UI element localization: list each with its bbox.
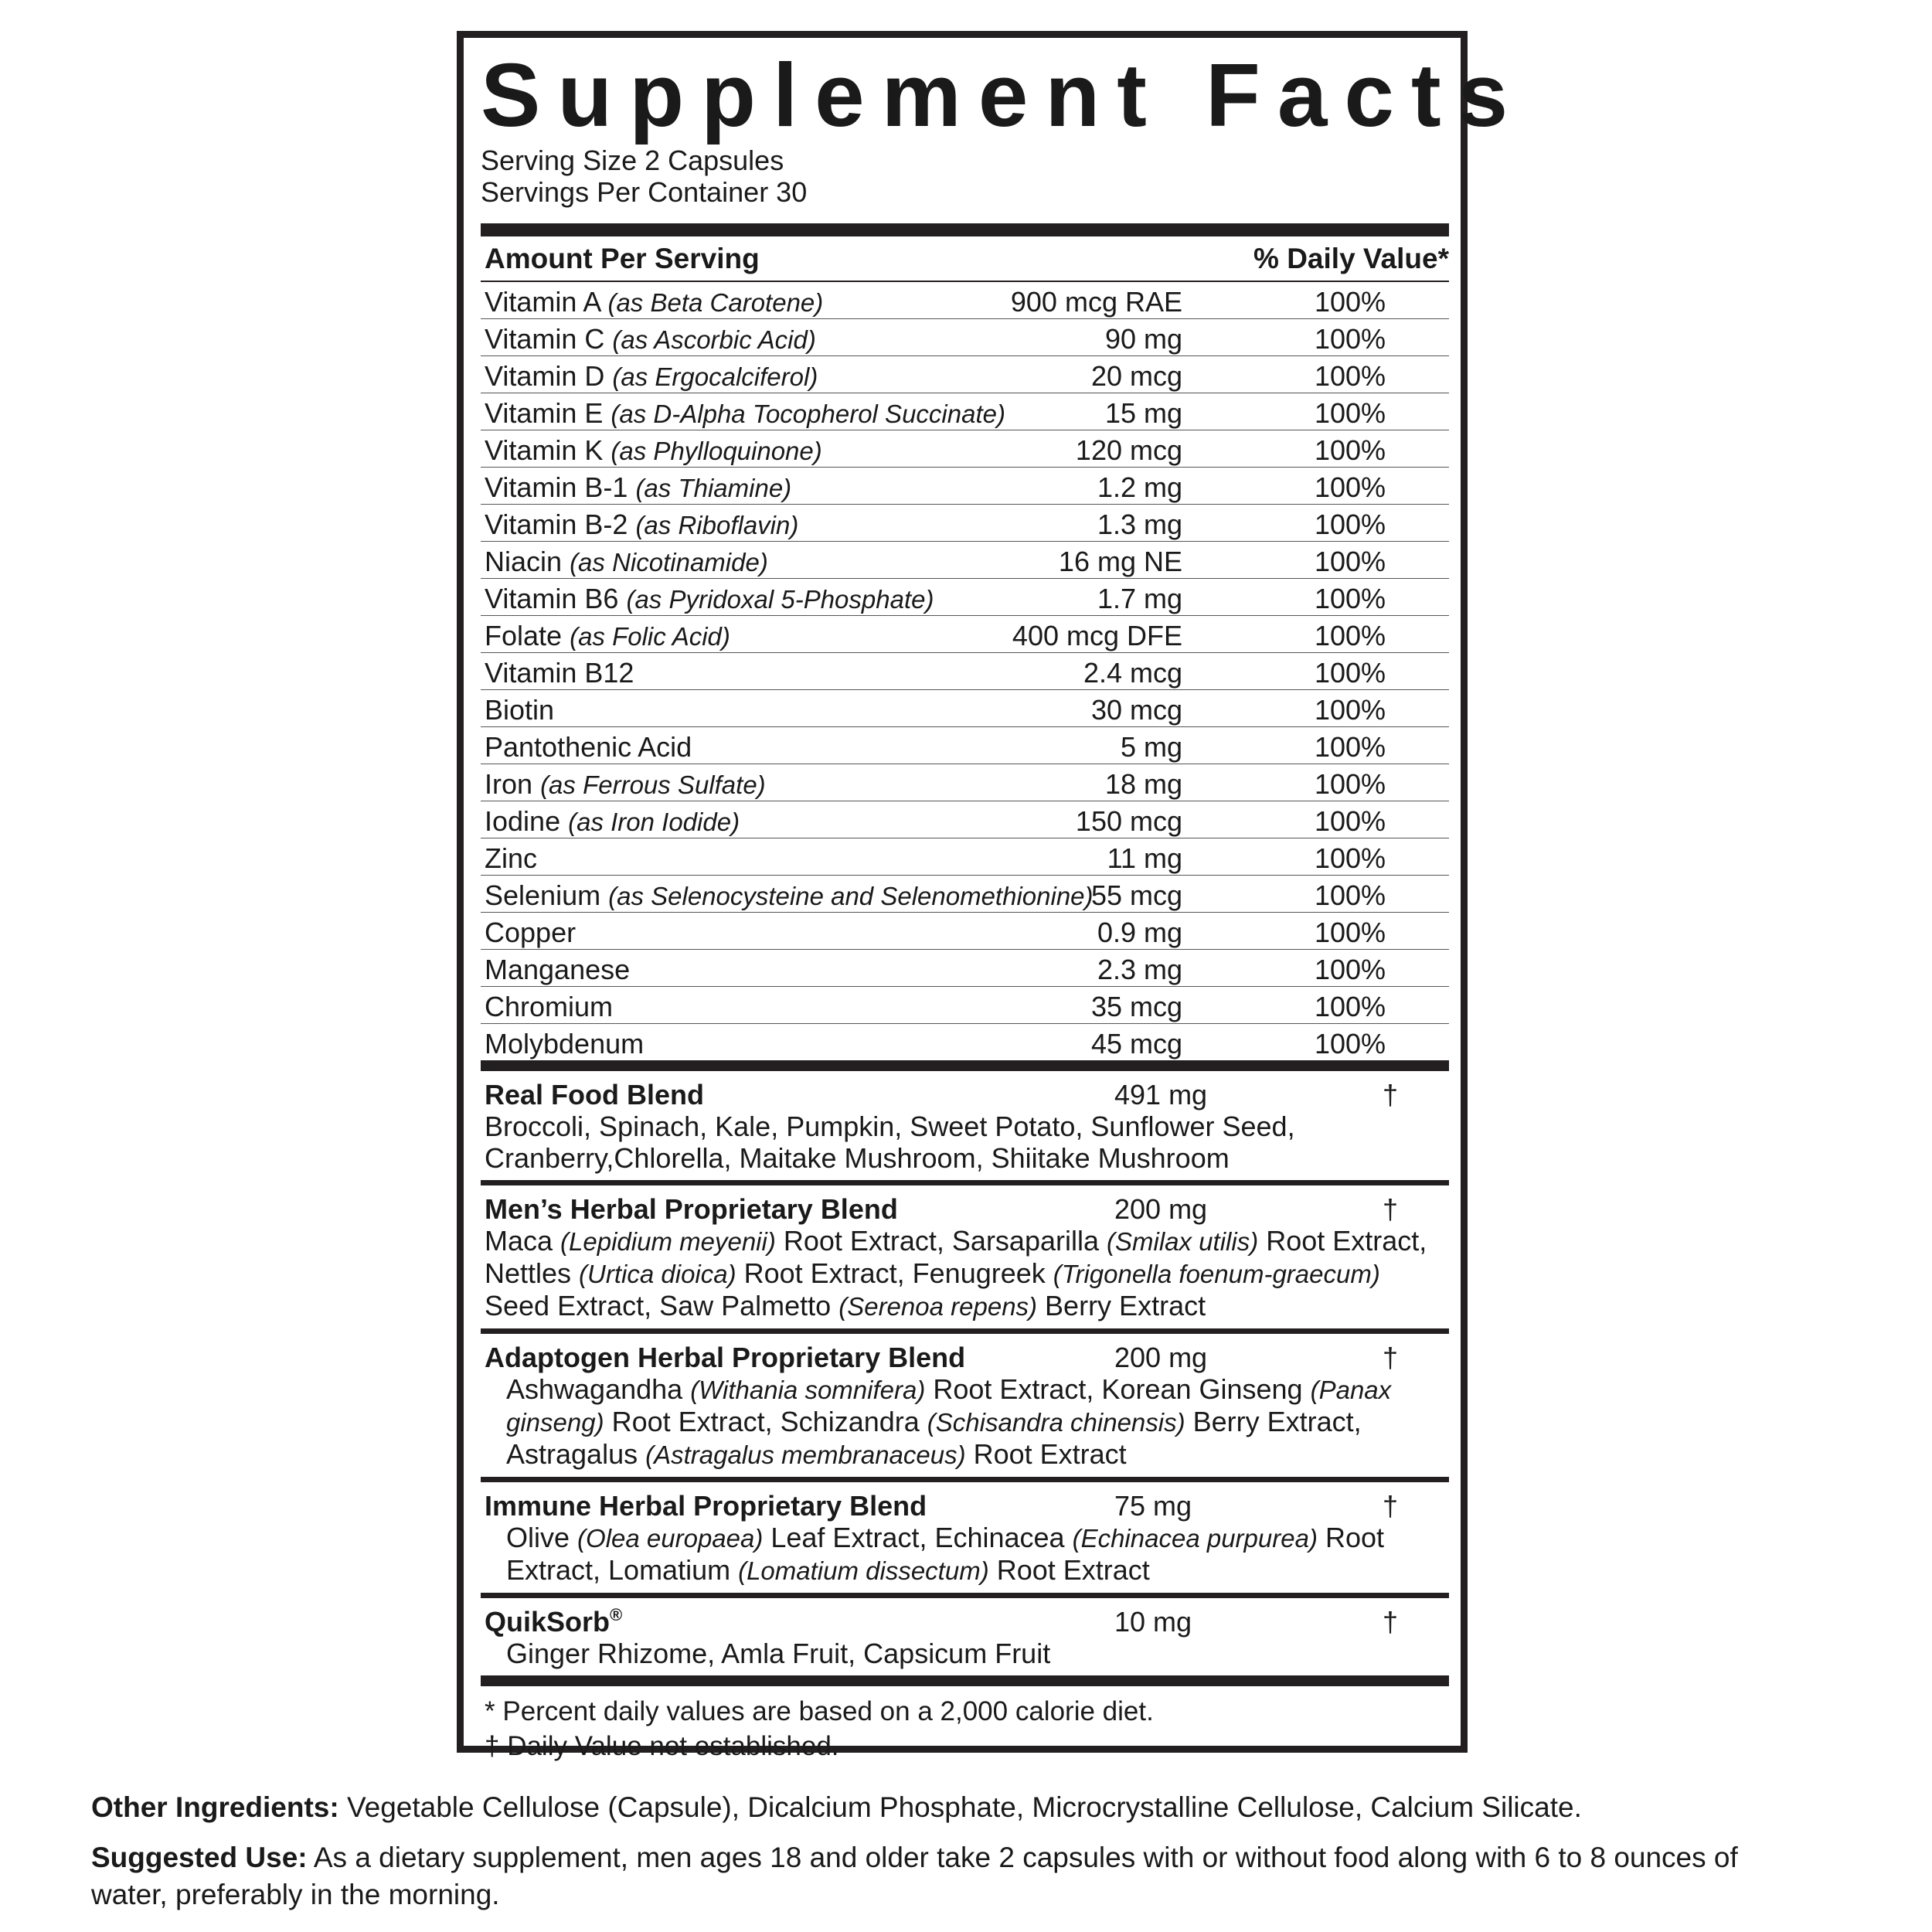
- suggested-use: [91, 1839, 1791, 1913]
- ingredient-text: Seed Extract, Saw Palmetto: [485, 1290, 839, 1321]
- nutrient-name: [485, 914, 576, 951]
- botanical-name: (Trigonella foenum-graecum): [1053, 1260, 1380, 1288]
- nutrient-name: [485, 803, 740, 840]
- nutrient-daily-value: 100%: [1314, 360, 1386, 392]
- blend-section: [481, 1598, 1449, 1675]
- nutrient-row: [481, 579, 1449, 616]
- nutrient-name-text: Vitamin B-1: [485, 471, 628, 503]
- nutrient-name: [485, 469, 791, 506]
- nutrient-daily-value: 100%: [1314, 471, 1386, 503]
- nutrient-name: [485, 840, 537, 876]
- ingredient-text: Olive: [506, 1522, 578, 1553]
- nutrient-row: [481, 690, 1449, 727]
- nutrient-name-text: Vitamin C: [485, 323, 605, 355]
- nutrient-row: [481, 505, 1449, 542]
- divider-thick: [481, 223, 1449, 236]
- blend-divider: [481, 1477, 1449, 1482]
- nutrient-row: [481, 430, 1449, 468]
- blend-amount: 200 mg: [1114, 1193, 1208, 1225]
- supplement-facts-panel: [457, 31, 1526, 1761]
- nutrient-row: [481, 801, 1449, 838]
- blend-divider: [481, 1180, 1449, 1185]
- ingredient-text: Ginger Rhizome, Amla Fruit, Capsicum Fruit: [506, 1638, 1051, 1669]
- botanical-name: (Olea europaea): [577, 1524, 764, 1553]
- footnotes: [485, 1694, 1453, 1764]
- ingredient-text: Berry Extract: [1037, 1290, 1206, 1321]
- botanical-name: (Lomatium dissectum): [738, 1556, 989, 1585]
- ingredient-text: Maca: [485, 1225, 561, 1257]
- nutrient-amount: 5 mg: [1120, 731, 1182, 763]
- nutrient-row: [481, 282, 1449, 319]
- suggested-use-text: As a dietary supplement, men ages 18 and older take 2 capsules with or without food along with 6 to 8 ounces of water, preferably in the morning.: [91, 1842, 1738, 1910]
- nutrient-name-text: Vitamin K: [485, 434, 604, 466]
- nutrient-daily-value: 100%: [1314, 434, 1386, 466]
- nutrient-daily-value: 100%: [1314, 805, 1386, 837]
- nutrient-name: [485, 1026, 644, 1062]
- blend-name-text: Real Food Blend: [485, 1079, 705, 1111]
- blend-amount: 10 mg: [1114, 1606, 1192, 1638]
- ingredient-text: Root Extract, Lomatium: [506, 1522, 1384, 1586]
- nutrient-name-text: Vitamin A: [485, 286, 600, 318]
- nutrient-name-text: Chromium: [485, 991, 614, 1022]
- nutrient-name: [485, 284, 823, 321]
- nutrient-name: [485, 877, 1094, 914]
- nutrient-source: (as Selenocysteine and Selenomethionine): [608, 882, 1094, 910]
- blend-name-text: QuikSorb: [485, 1606, 611, 1638]
- nutrient-amount: 0.9 mg: [1097, 917, 1182, 948]
- nutrient-source: (as Riboflavin): [635, 511, 799, 539]
- nutrient-daily-value: 100%: [1314, 546, 1386, 577]
- nutrient-source: (as Nicotinamide): [570, 548, 768, 577]
- nutrient-name: [485, 692, 554, 728]
- blend-section: [481, 1334, 1449, 1477]
- panel-content: [481, 38, 1526, 1764]
- nutrient-source: (as Iron Iodide): [568, 808, 740, 836]
- blend-name: [485, 1342, 1449, 1373]
- blend-section: [481, 1071, 1449, 1180]
- nutrient-name: [485, 321, 816, 358]
- ingredient-text: Root Extract: [988, 1554, 1150, 1586]
- nutrient-name: [485, 432, 822, 469]
- botanical-name: (Smilax utilis): [1107, 1227, 1259, 1256]
- blend-ingredients: [485, 1111, 1449, 1174]
- blend-ingredients: [506, 1373, 1449, 1471]
- nutrient-row: [481, 319, 1449, 356]
- nutrient-amount: 120 mcg: [1075, 434, 1182, 466]
- nutrient-daily-value: 100%: [1314, 991, 1386, 1022]
- nutrient-name: [485, 506, 798, 543]
- nutrient-row: [481, 542, 1449, 579]
- blend-daily-value: †: [1383, 1193, 1399, 1225]
- ingredient-text: Broccoli, Spinach, Kale, Pumpkin, Sweet Potato, Sunflower Seed, Cranberry,: [485, 1111, 1295, 1174]
- nutrient-row: [481, 468, 1449, 505]
- nutrient-source: (as Phylloquinone): [611, 437, 822, 465]
- other-ingredients-text: Vegetable Cellulose (Capsule), Dicalcium Phosphate, Microcrystalline Cellulose, Calcium Silicate.: [338, 1791, 1582, 1823]
- nutrient-name-text: Zinc: [485, 842, 538, 874]
- ingredient-text: Leaf Extract, Echinacea: [763, 1522, 1073, 1553]
- blend-name-text: Adaptogen Herbal Proprietary Blend: [485, 1342, 966, 1373]
- blend-amount: 75 mg: [1114, 1490, 1192, 1522]
- divider-thick: [481, 1675, 1449, 1686]
- nutrient-source: (as Thiamine): [635, 474, 792, 502]
- header-amount-per-serving: Amount Per Serving: [485, 243, 760, 274]
- blend-list: [481, 1071, 1453, 1675]
- nutrient-row: [481, 764, 1449, 801]
- nutrient-name-text: Pantothenic Acid: [485, 731, 692, 763]
- botanical-name: (Serenoa repens): [838, 1292, 1038, 1321]
- ingredient-text: Ashwagandha: [506, 1373, 691, 1405]
- nutrient-source: (as Folic Acid): [570, 622, 730, 651]
- nutrient-source: (as Ferrous Sulfate): [540, 770, 766, 799]
- nutrient-name: [485, 580, 934, 617]
- nutrient-table: [481, 282, 1453, 1060]
- blend-daily-value: †: [1383, 1079, 1399, 1111]
- nutrient-name: [485, 951, 630, 988]
- blend-amount: 200 mg: [1114, 1342, 1208, 1373]
- nutrient-daily-value: 100%: [1314, 620, 1386, 651]
- nutrient-name-text: Copper: [485, 917, 577, 948]
- nutrient-row: [481, 950, 1449, 987]
- nutrient-amount: 30 mcg: [1090, 694, 1182, 726]
- blend-name: [485, 1079, 1449, 1111]
- registered-mark: ®: [610, 1605, 623, 1624]
- nutrient-row: [481, 727, 1449, 764]
- nutrient-amount: 1.2 mg: [1097, 471, 1182, 503]
- nutrient-amount: 150 mcg: [1075, 805, 1182, 837]
- botanical-name: (Astragalus membranaceus): [645, 1440, 966, 1469]
- nutrient-row: [481, 356, 1449, 393]
- blend-amount: 491 mg: [1114, 1079, 1208, 1111]
- nutrient-source: (as Ascorbic Acid): [612, 325, 816, 354]
- other-ingredients: [91, 1789, 1791, 1826]
- ingredient-text: Root Extract: [965, 1438, 1127, 1470]
- nutrient-amount: 1.3 mg: [1097, 509, 1182, 540]
- nutrient-name-text: Selenium: [485, 879, 601, 911]
- botanical-name: (Schisandra chinensis): [927, 1408, 1185, 1437]
- nutrient-row: [481, 987, 1449, 1024]
- other-ingredients-label: Other Ingredients:: [91, 1791, 339, 1823]
- nutrient-row: [481, 838, 1449, 876]
- blend-daily-value: †: [1383, 1342, 1399, 1373]
- nutrient-amount: 18 mg: [1104, 768, 1182, 800]
- botanical-name: (Urtica dioica): [579, 1260, 736, 1288]
- blend-name: [485, 1490, 1449, 1522]
- nutrient-name-text: Vitamin D: [485, 360, 605, 392]
- nutrient-daily-value: 100%: [1314, 323, 1386, 355]
- nutrient-daily-value: 100%: [1314, 657, 1386, 689]
- botanical-name: (Lepidium meyenii): [560, 1227, 776, 1256]
- serving-size: Serving Size 2 Capsules: [481, 145, 784, 176]
- nutrient-amount: 55 mcg: [1090, 879, 1182, 911]
- nutrient-amount: 400 mcg DFE: [1012, 620, 1182, 651]
- ingredient-text: Berry Extract, Astragalus: [506, 1406, 1362, 1470]
- nutrient-daily-value: 100%: [1314, 842, 1386, 874]
- divider-thick: [481, 1060, 1449, 1071]
- blend-section: [481, 1185, 1449, 1328]
- blend-ingredients: [506, 1522, 1449, 1587]
- nutrient-name-text: Molybdenum: [485, 1028, 645, 1060]
- header-daily-value: % Daily Value*: [1253, 243, 1449, 274]
- nutrient-name-text: Vitamin E: [485, 397, 604, 429]
- nutrient-row: [481, 616, 1449, 653]
- footnote-dagger: † Daily Value not established.: [485, 1731, 839, 1761]
- botanical-name: (Panax ginseng): [506, 1376, 1392, 1437]
- nutrient-source: (as Beta Carotene): [607, 288, 824, 317]
- blend-divider: [481, 1328, 1449, 1334]
- nutrient-row: [481, 653, 1449, 690]
- nutrient-row: [481, 876, 1449, 913]
- nutrient-daily-value: 100%: [1314, 286, 1386, 318]
- nutrient-name-text: Biotin: [485, 694, 555, 726]
- nutrient-daily-value: 100%: [1314, 1028, 1386, 1060]
- nutrient-name: [485, 655, 634, 691]
- nutrient-amount: 45 mcg: [1090, 1028, 1182, 1060]
- nutrient-source: (as D-Alpha Tocopherol Succinate): [611, 400, 1005, 428]
- nutrient-name-text: Iodine: [485, 805, 561, 837]
- nutrient-name-text: Vitamin B6: [485, 583, 619, 614]
- botanical-name: (Echinacea purpurea): [1072, 1524, 1318, 1553]
- nutrient-amount: 2.3 mg: [1097, 954, 1182, 985]
- nutrient-name-text: Folate: [485, 620, 563, 651]
- nutrient-amount: 35 mcg: [1090, 991, 1182, 1022]
- ingredient-text: Root Extract, Korean Ginseng: [925, 1373, 1311, 1405]
- nutrient-source: (as Pyridoxal 5-Phosphate): [626, 585, 934, 614]
- serving-info: [481, 145, 1453, 208]
- nutrient-amount: 1.7 mg: [1097, 583, 1182, 614]
- nutrient-daily-value: 100%: [1314, 731, 1386, 763]
- nutrient-name-text: Vitamin B-2: [485, 509, 628, 540]
- blend-name-text: Immune Herbal Proprietary Blend: [485, 1490, 927, 1522]
- blend-ingredients: [485, 1225, 1449, 1322]
- nutrient-name-text: Manganese: [485, 954, 631, 985]
- footnote-percent: * Percent daily values are based on a 2,000 calorie diet.: [485, 1696, 1154, 1726]
- nutrient-name: [485, 617, 730, 655]
- nutrient-row: [481, 913, 1449, 950]
- nutrient-daily-value: 100%: [1314, 509, 1386, 540]
- nutrient-daily-value: 100%: [1314, 954, 1386, 985]
- nutrient-name-text: Niacin: [485, 546, 563, 577]
- nutrient-name: [485, 395, 1005, 432]
- nutrient-amount: 15 mg: [1104, 397, 1182, 429]
- servings-per-container: Servings Per Container 30: [481, 176, 808, 208]
- nutrient-source: (as Ergocalciferol): [612, 362, 818, 391]
- nutrient-row: [481, 1024, 1449, 1060]
- blend-daily-value: †: [1383, 1490, 1399, 1522]
- nutrient-daily-value: 100%: [1314, 879, 1386, 911]
- nutrient-name-text: Iron: [485, 768, 533, 800]
- blend-name-text: Men’s Herbal Proprietary Blend: [485, 1193, 898, 1225]
- ingredient-text: Root Extract, Nettles: [485, 1225, 1427, 1289]
- nutrient-daily-value: 100%: [1314, 694, 1386, 726]
- nutrient-amount: 90 mg: [1104, 323, 1182, 355]
- blend-name: [485, 1193, 1449, 1225]
- nutrient-amount: 900 mcg RAE: [1010, 286, 1182, 318]
- botanical-name: (Withania somnifera): [690, 1376, 926, 1404]
- blend-divider: [481, 1593, 1449, 1598]
- blend-name: [485, 1606, 1449, 1638]
- nutrient-amount: 16 mg NE: [1058, 546, 1182, 577]
- nutrient-daily-value: 100%: [1314, 583, 1386, 614]
- ingredient-text: Chlorella, Maitake Mushroom, Shiitake Mushroom: [614, 1142, 1230, 1174]
- nutrient-amount: 20 mcg: [1090, 360, 1182, 392]
- panel-title: Supplement Facts: [481, 45, 1526, 145]
- nutrient-daily-value: 100%: [1314, 917, 1386, 948]
- nutrient-name-text: Vitamin B12: [485, 657, 634, 689]
- nutrient-daily-value: 100%: [1314, 768, 1386, 800]
- suggested-use-label: Suggested Use:: [91, 1842, 308, 1873]
- table-header: [481, 236, 1449, 282]
- nutrient-amount: 2.4 mcg: [1083, 657, 1182, 689]
- blend-daily-value: †: [1383, 1606, 1399, 1638]
- blend-ingredients: [506, 1638, 1449, 1669]
- blend-section: [481, 1482, 1449, 1593]
- ingredient-text: Root Extract, Fenugreek: [736, 1257, 1053, 1289]
- nutrient-daily-value: 100%: [1314, 397, 1386, 429]
- nutrient-name: [485, 543, 768, 580]
- nutrient-amount: 11 mg: [1107, 842, 1182, 874]
- ingredient-text: Root Extract, Schizandra: [604, 1406, 927, 1437]
- nutrient-name: [485, 358, 818, 395]
- nutrient-name: [485, 766, 766, 803]
- nutrient-name: [485, 988, 613, 1025]
- nutrient-name: [485, 729, 692, 765]
- ingredient-text: Root Extract, Sarsaparilla: [775, 1225, 1107, 1257]
- nutrient-row: [481, 393, 1449, 430]
